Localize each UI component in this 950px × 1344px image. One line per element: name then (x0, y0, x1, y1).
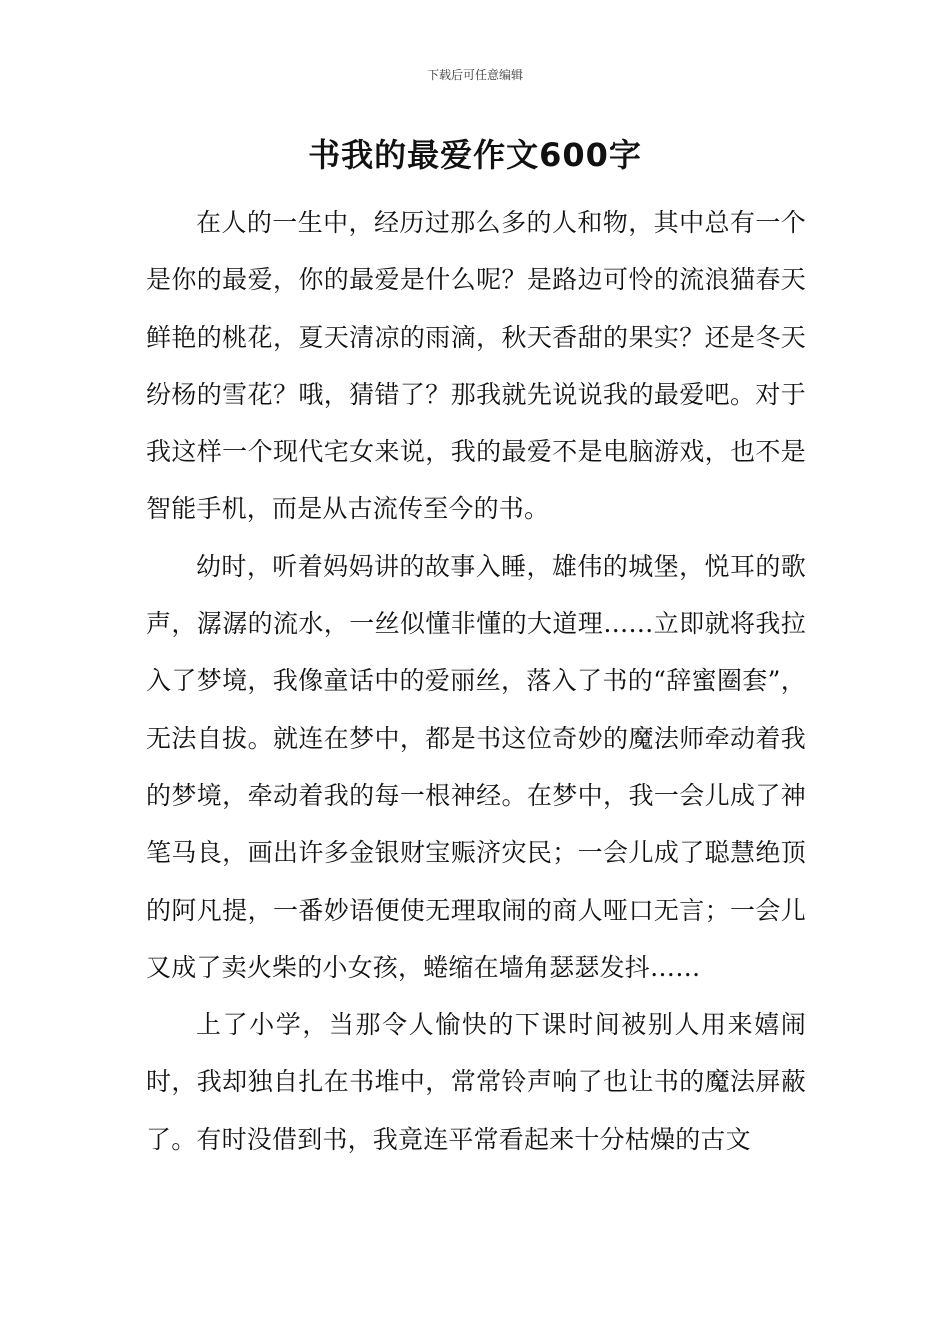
paragraph-3: 上了小学，当那令人愉快的下课时间被别人用来嬉闹时，我却独自扎在书堆中，常常铃声响了也让书的魔法屏蔽了。有时没借到书，我竟连平常看起来十分枯燥的古文 (146, 1010, 806, 1154)
paragraph-1: 在人的一生中，经历过那么多的人和物，其中总有一个是你的最爱，你的最爱是什么呢？是路边可怜的流浪猫春天鲜艳的桃花，夏天清凉的雨滴，秋天香甜的果实？还是冬天纷杨的雪花？哦，猜错了？那我就先说说我的最爱吧。对于我这样一个现代宅女来说，我的最爱不是电脑游戏，也不是智能手机，而是从古流传至今的书。 (146, 208, 806, 524)
paragraph-2: 幼时，听着妈妈讲的故事入睡，雄伟的城堡，悦耳的歌声，潺潺的流水，一丝似懂非懂的大道理……立即就将我拉入了梦境，我像童话中的爱丽丝，落入了书的“辞蜜圈套”，无法自拔。就连在梦中，都是书这位奇妙的魔法师牵动着我的梦境，牵动着我的每一根神经。在梦中，我一会儿成了神笔马良，画出许多金银财宝赈济灾民；一会儿成了聪慧绝顶的阿凡提，一番妙语便使无理取闹的商人哑口无言；一会儿又成了卖火柴的小女孩，蜷缩在墙角瑟瑟发抖…… (146, 551, 806, 982)
document-title: 书我的最爱作文600字 (308, 136, 642, 174)
document-body (146, 194, 806, 1168)
header-note: 下载后可任意编辑 (426, 68, 523, 82)
